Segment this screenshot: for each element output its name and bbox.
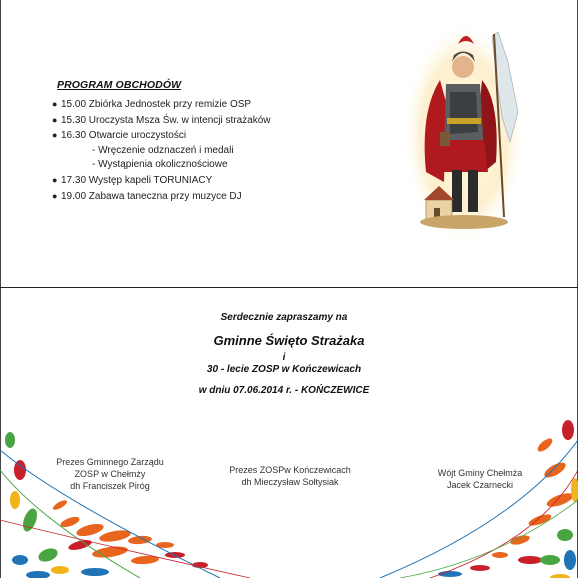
bullet-icon: ● (52, 174, 58, 185)
signature-block: Prezes Gminnego Zarządu ZOSP w Chełmży dh Franciszek Piróg (56, 457, 164, 491)
event-title: Gminne Święto Strażaka (213, 333, 365, 348)
bullet-icon: ● (52, 130, 58, 141)
signature-block: Prezes ZOSPw Kończewicach dh Mieczysław Sołtysiak (229, 465, 351, 487)
program-item: ● 15.30 Uroczysta Msza Św. w intencji strażaków (52, 114, 271, 126)
invitation-line: Serdecznie zapraszamy na (220, 312, 348, 323)
invitation-line: i (282, 352, 286, 363)
program-item: ● 19.00 Zabawa taneczna przy muzyce DJ (52, 190, 242, 202)
bullet-icon: ● (52, 99, 58, 109)
program-subitem: - Wystąpienia okolicznościowe (92, 159, 228, 171)
program-title: PROGRAM OBCHODÓW (57, 79, 182, 91)
program-item: ● 16.30 Otwarcie uroczystości (52, 130, 187, 142)
program-item: ● 15.00 Zbiórka Jednostek przy remizie OSP (52, 99, 252, 110)
program-item: ● 17.30 Występ kapeli TORUNIACY (52, 174, 213, 186)
signature-block: Wójt Gminy Chełmża Jacek Czarnecki (437, 468, 523, 490)
event-date: w dniu 07.06.2014 r. - KOŃCZEWICE (198, 385, 370, 396)
program-subitem: - Wręczenie odznaczeń i medali (92, 144, 234, 156)
anniversary-line: 30 - lecie ZOSP w Kończewicach (206, 364, 362, 375)
bullet-icon: ● (52, 114, 58, 125)
bullet-icon: ● (52, 190, 58, 201)
